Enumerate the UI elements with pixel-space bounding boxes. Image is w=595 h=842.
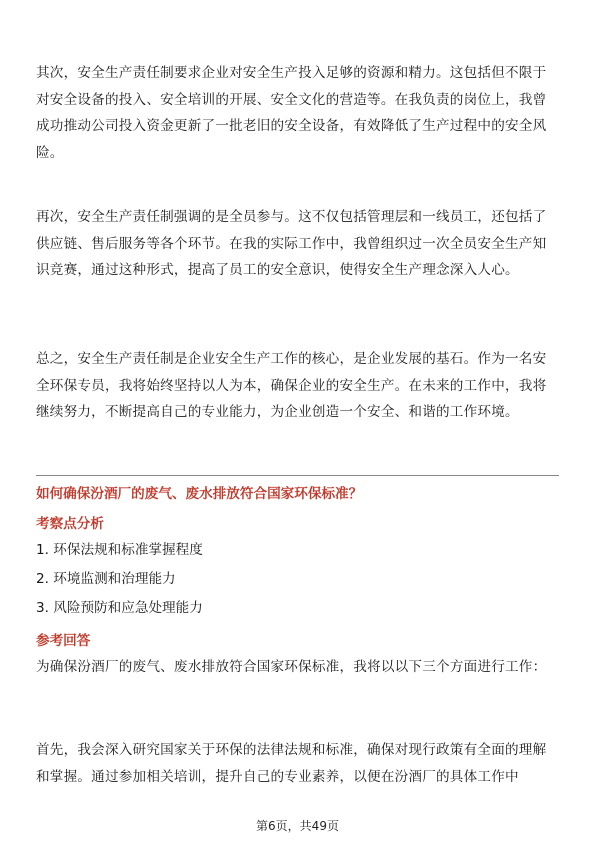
answer-intro: 为确保汾酒厂的废气、废水排放符合国家环保标准，我将以以下三个方面进行工作： [36,659,547,675]
answer-paragraph-first: 首先，我会深入研究国家关于环保的法律法规和标准，确保对现行政策有全面的理解和掌握。通过参加相关培训，提升自己的专业素养，以便在汾酒厂的具体工作中 [36,742,547,785]
list-item: 2. 环境监测和治理能力 [36,571,176,587]
question-title: 如何确保汾酒厂的废气、废水排放符合国家环保标准？ [36,486,363,502]
paragraph-investment: 其次，安全生产责任制要求企业对安全生产投入足够的资源和精力。这包括但不限于对安全设备的投入、安全培训的开展、安全文化的营造等。在我负责的岗位上，我曾成功推动公司投入资金更新了一批老旧的安全设备，有效降低了生产过程中的安全风险。 [36,65,547,161]
list-item: 3. 风险预防和应急处理能力 [36,600,203,616]
page-indicator: 第6页，共49页 [256,819,339,833]
section-divider [36,475,559,476]
analysis-list [36,542,203,629]
paragraph-participation: 再次，安全生产责任制强调的是全员参与。这不仅包括管理层和一线员工，还包括了供应链、售后服务等各个环节。在我的实际工作中，我曾组织过一次全员安全生产知识竞赛，通过这种形式，提高了员工的安全意识，使得安全生产理念深入人心。 [36,209,547,278]
paragraph-conclusion: 总之，安全生产责任制是企业安全生产工作的核心，是企业发展的基石。作为一名安全环保专员，我将始终坚持以人为本，确保企业的安全生产。在未来的工作中，我将继续努力，不断提高自己的专业能力，为企业创造一个安全、和谐的工作环境。 [36,351,547,420]
list-item: 1. 环保法规和标准掌握程度 [36,542,203,558]
analysis-heading: 考察点分析 [36,516,104,532]
answer-heading: 参考回答 [36,633,91,649]
